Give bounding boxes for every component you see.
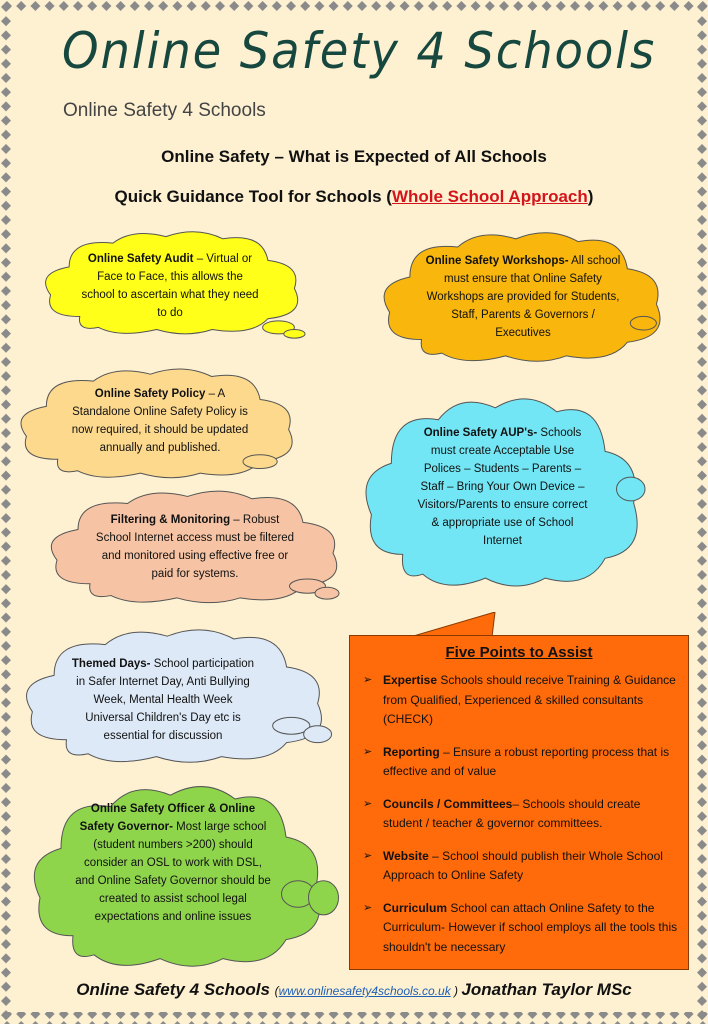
cloud-officer [28,780,328,970]
policy-text: – A Standalone Online Safety Policy is now required, it should be updated annually and published. [71,388,249,454]
list-item [363,671,678,730]
arrow-bullet-icon: ➢ [363,849,373,862]
item-text: Schools should receive Training & Guidance from Qualified, Experienced & skilled consultants (CHECK) [383,673,676,726]
item-label: Website [383,848,429,863]
workshops-text: All school must ensure that Online Safety Workshops are provided for Students, Staff, Parents & Governors / Executives [426,255,621,339]
item-text: – Schools should create student / teacher & governor committees. [383,796,641,830]
cloud-audit [40,228,305,336]
five-points-title: Five Points to Assist [445,644,593,661]
logo-title: Online Safety 4 Schools [62,22,657,80]
arrow-bullet-icon: ➢ [363,674,373,686]
footer-brand: Online Safety 4 Schools [76,980,275,999]
five-points-list [350,671,688,957]
officer-text: Most large school (student numbers >200) should consider an OSL to work with DSL, and Online Safety Governor should be created to assist school legal expectations and online issues [75,821,271,923]
audit-title: Online Safety Audit [87,253,194,265]
list-item [363,743,678,782]
arrow-bullet-icon: ➢ [363,745,373,758]
themed-title: Themed Days- [71,658,151,670]
policy-title: Online Safety Policy [94,388,206,400]
arrow-bullet-icon: ➢ [363,901,373,914]
guidance-heading [0,187,708,207]
aup-text: Schools must create Acceptable Use Polices – Students – Parents – Staff – Bring Your Own Device – Visitors/Parents to ensure correct & appropriate use of School Internet [417,427,588,547]
cloud-filtering [45,487,345,605]
item-label: Councils / Committees [383,796,513,811]
officer-title: Online Safety Officer & Online Safety Governor- [79,803,256,833]
cloud-policy [15,365,300,480]
cloud-workshops [378,228,668,364]
themed-text: School participation in Safer Internet Day, Anti Bullying Week, Mental Health Week Universal Children's Day etc is essential for discussion [76,658,255,742]
page-heading: Online Safety – What is Expected of All Schools [161,147,547,166]
list-item [363,847,678,886]
whole-school-approach-link[interactable]: Whole School Approach [391,187,588,206]
list-item [363,899,678,958]
footer-author: Jonathan Taylor MSc [461,980,632,999]
aup-title: Online Safety AUP's- [423,427,538,439]
item-text: – School should publish their Whole School Approach to Online Safety [383,848,663,882]
cloud-aup [360,392,645,590]
footer [0,980,708,1000]
workshops-title: Online Safety Workshops- [425,255,569,267]
guidance-suffix: ) [587,187,594,206]
footer-paren: ) [450,984,462,998]
callout-pointer [410,612,500,637]
item-text: School can attach Online Safety to the Curriculum- However if school employs all the tools this shouldn't be necessary [383,900,678,954]
item-text: – Ensure a robust reporting process that is effective and of value [383,744,670,778]
item-label: Curriculum [383,900,448,915]
audit-text: – Virtual or Face to Face, this allows the school to ascertain what they need to do [81,253,259,319]
cloud-themed-days [20,625,330,765]
filtering-text: – Robust School Internet access must be filtered and monitored using effective free or paid for systems. [95,514,295,580]
item-label: Reporting [383,744,440,759]
guidance-prefix: Quick Guidance Tool for Schools ( [114,187,392,206]
list-item [363,795,678,834]
subtitle: Online Safety 4 Schools [63,100,266,121]
footer-paren: ( [274,984,279,998]
website-link[interactable]: www.onlinesafety4schools.co.uk [278,984,451,998]
five-points-box [349,635,689,970]
item-label: Expertise [383,673,438,687]
filtering-title: Filtering & Monitoring [110,514,231,526]
arrow-bullet-icon: ➢ [363,797,373,810]
